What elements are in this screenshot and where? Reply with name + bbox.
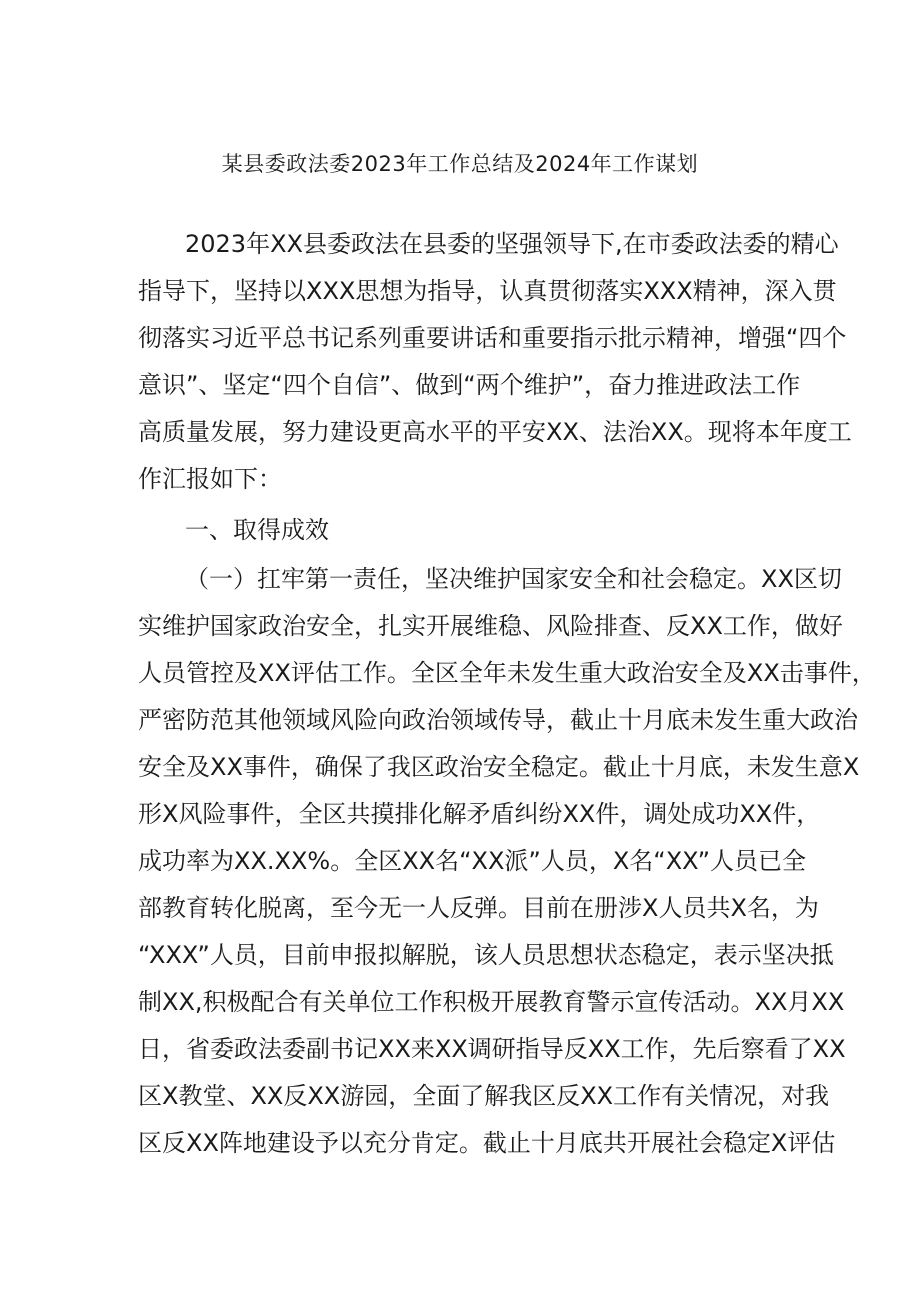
document-title: 某县委政法委2023年工作总结及2024年工作谋划: [221, 152, 699, 176]
paragraph-line: “XXX”人员，目前申报拟解脱，该人员思想状态稳定，表示坚决抵: [138, 941, 834, 969]
paragraph-line: 部教育转化脱离，至今无一人反弹。目前在册涉X人员共X名，为: [138, 894, 819, 922]
paragraph-line: 成功率为XX.XX%。全区XX名“XX派”人员，X名“XX”人员已全: [138, 847, 807, 875]
paragraph-line: 区X教堂、XX反XX游园，全面了解我区反XX工作有关情况，对我: [138, 1082, 830, 1110]
paragraph-line: 日，省委政法委副书记XX来XX调研指导反XX工作，先后察看了XX: [138, 1035, 846, 1063]
paragraph-line: 人员管控及XX评估工作。全区全年未发生重大政治安全及XX击事件，: [138, 659, 876, 687]
paragraph-line: 实维护国家政治安全，扎实开展维稳、风险排查、反XX工作，做好: [138, 612, 843, 640]
paragraph-line: 形X风险事件，全区共摸排化解矛盾纠纷XX件，调处成功XX件，: [138, 800, 821, 828]
section-heading: 一、取得成效: [185, 516, 329, 544]
paragraph-line: 安全及XX事件，确保了我区政治安全稳定。截止十月底，未发生意X: [138, 753, 860, 781]
paragraph-line: 指导下，坚持以XXX思想为指导，认真贯彻落实XXX精神，深入贯: [138, 277, 837, 305]
paragraph-line: （一）扛牢第一责任，坚决维护国家安全和社会稳定。XX区切: [185, 565, 842, 593]
paragraph-line: 高质量发展，努力建设更高水平的平安XX、法治XX。现将本年度工: [138, 418, 852, 446]
paragraph-line: 意识”、坚定“四个自信”、做到“两个维护”，奋力推进政法工作: [138, 371, 801, 399]
paragraph-line: 作汇报如下：: [138, 465, 282, 493]
paragraph-line: 严密防范其他领域风险向政治领域传导，截止十月底未发生重大政治: [138, 706, 858, 734]
paragraph-line: 制XX,积极配合有关单位工作积极开展教育警示宣传活动。XX月XX: [138, 988, 845, 1016]
paragraph-line: 区反XX阵地建设予以充分肯定。截止十月底共开展社会稳定X评估: [138, 1129, 836, 1157]
paragraph-line: 彻落实习近平总书记系列重要讲话和重要指示批示精神，增强“四个: [138, 324, 847, 352]
paragraph-line: 2023年XX县委政法在县委的坚强领导下,在市委政法委的精心: [185, 230, 839, 258]
